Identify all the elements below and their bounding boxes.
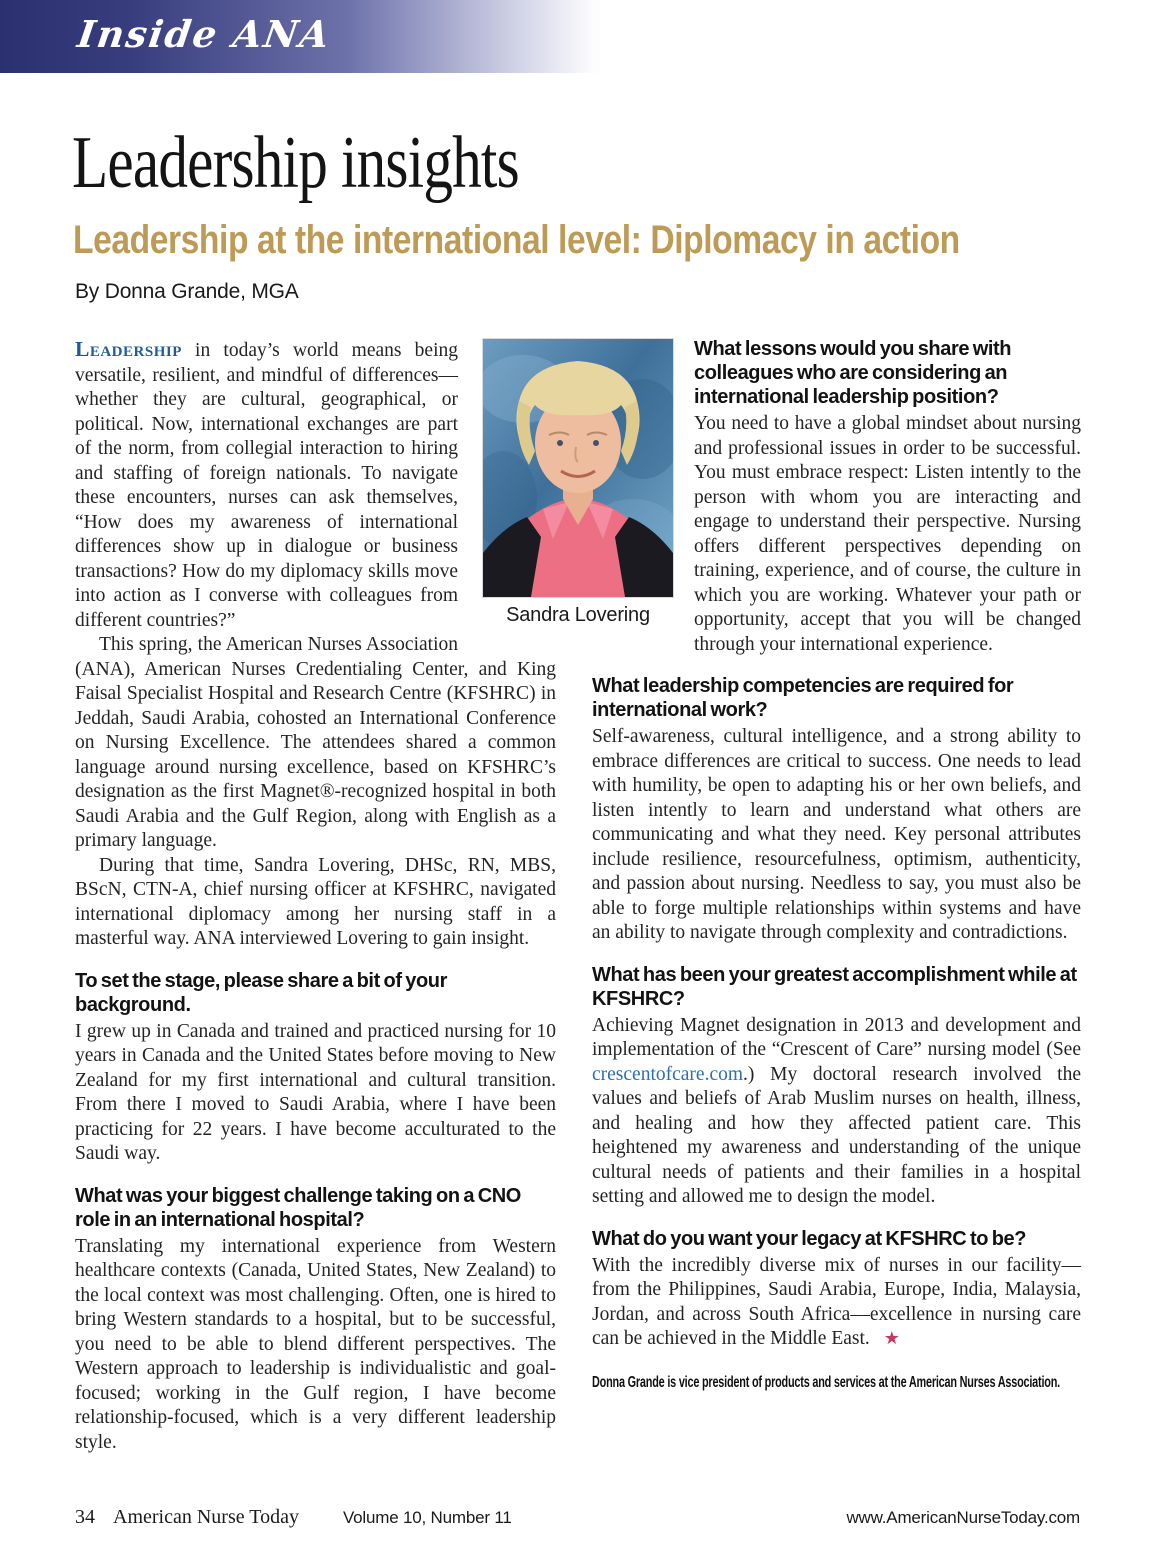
section-heading-legacy: What do you want your legacy at KFSHRC to be? (592, 1227, 1027, 1250)
section-body-challenge: Translating my international experience from Western healthcare contexts (Canada, United States, New Zealand) to the local context was most challenging. Often, one is hired to bring Western standards to a hospital, but to be successful, you need to be able to blend different perspectives. The Western approach to leadership is individualistic and goal-focused; working in the Gulf region, I have become relationship-focused, which is a very different leadership style. (75, 1235, 556, 1453)
photo-wrap-spacer-right (592, 337, 694, 645)
accomplishment-text-before: Achieving Magnet designation in 2013 and development and implementation of the “Crescent of Care” nursing model (See (592, 1014, 1081, 1060)
section-heading-lessons: What lessons would you share with colleagues who are considering an international leadership position? (694, 338, 1012, 408)
crescentofcare-link[interactable]: crescentofcare.com (592, 1063, 744, 1085)
section-body-legacy (592, 1254, 1081, 1352)
footer-url: www.AmericanNurseToday.com (846, 1508, 1080, 1527)
page-title: Leadership insights (72, 122, 519, 204)
intro-text: in today’s world means being versatile, resilient, and mindful of differences—whether they are cultural, geographical, or political. Now, international exchanges are part of the norm, from collegial interaction to hiring and staffing of foreign nationals. To navigate these encounters, nurses can ask themselves, “How does my awareness of international differences show up in dialogue or business transactions? How do my diplomacy skills move into action as I converse with colleagues from different countries?” (75, 340, 458, 631)
lead-word: Leadership (75, 337, 182, 361)
publication-name: American Nurse Today (113, 1506, 299, 1528)
photo-caption: Sandra Lovering (506, 604, 650, 626)
section-body-lessons: You need to have a global mindset about nursing and professional issues in order to be successful. You must embrace respect: Listen intently to the person with whom you are interacting and engage to understand their perspective. Nursing offers different perspectives depending on training, experience, and of course, the culture in which you are working. Whatever your path or opportunity, accept that you will be changed through your international experience. (694, 413, 1081, 655)
page-footer (75, 1506, 1080, 1529)
footer-left-group (75, 1506, 512, 1529)
section-body-background: I grew up in Canada and trained and practiced nursing for 10 years in Canada and the United States before moving to New Zealand for my first international and cultural transition. From there I moved to Saudi Arabia, where I have been practicing for 22 years. I have become acculturated to the Saudi way. (75, 1020, 556, 1164)
end-star-icon: ★ (883, 1328, 900, 1349)
section-body-accomplishment (592, 1014, 1081, 1210)
section-body-competencies: Self-awareness, cultural intelligence, and a strong ability to embrace differences are critical to success. One needs to lead with humility, be open to adapting his or her own beliefs, and listen intently to learn and understand what others are communicating and what they need. Key personal attributes include resilience, resourcefulness, optimism, authenticity, and passion about nursing. Needless to say, you must also be able to forge multiple relationships within systems and have an ability to navigate through complexity and contradictions. (592, 726, 1081, 943)
paragraph-lovering: During that time, Sandra Lovering, DHSc, RN, MBS, BScN, CTN-A, chief nursing officer at KFSHRC, navigated international diplomacy among her nursing staff in a masterful way. ANA interviewed Lovering to gain insight. (75, 854, 556, 949)
issue-info: Volume 10, Number 11 (342, 1508, 512, 1527)
section-heading-accomplishment: What has been your greatest accomplishment while at KFSHRC? (592, 963, 1077, 1010)
accomplishment-text-after: .) My doctoral research involved the values and beliefs of Arab Muslim nurses on health, illness, and healing and how they affected patient care. This heightened my awareness and understanding of the unique cultural needs of patients and their families in a hospital setting and allowed me to design the model. (592, 1063, 1081, 1207)
section-heading-challenge: What was your biggest challenge taking on a CNO role in an international hospital? (75, 1184, 521, 1231)
banner-title: Inside ANA (74, 12, 334, 56)
article-subtitle: Leadership at the international level: Diplomacy in action (73, 218, 960, 262)
legacy-text: With the incredibly diverse mix of nurses in our facility—from the Philippines, Saudi Arabia, Europe, India, Malaysia, Jordan, and across South Africa—excellence in nursing care can be achieved in the Middle East. (592, 1254, 1081, 1349)
right-column (592, 337, 1081, 1392)
inside-ana-banner (0, 0, 600, 73)
page-number: 34 (75, 1506, 95, 1528)
byline: By Donna Grande, MGA (75, 280, 299, 303)
photo-wrap-spacer-left (458, 337, 556, 645)
section-heading-background: To set the stage, please share a bit of your background. (75, 969, 447, 1016)
author-note: Donna Grande is vice president of products and services at the American Nurses Association. (592, 1373, 1060, 1391)
paragraph-conference: This spring, the American Nurses Association (ANA), American Nurses Credentialing Center, and King Faisal Specialist Hospital and Research Centre (KFSHRC) in Jeddah, Saudi Arabia, cohosted an International Conference on Nursing Excellence. The attendees shared a common language around nursing excellence, based on KFSHRC’s designation as the first Magnet®-recognized hospital in both Saudi Arabia and the Gulf Region, along with English as a primary language. (75, 634, 556, 851)
left-column (75, 337, 556, 1455)
section-heading-competencies: What leadership competencies are required for international work? (592, 675, 1014, 721)
